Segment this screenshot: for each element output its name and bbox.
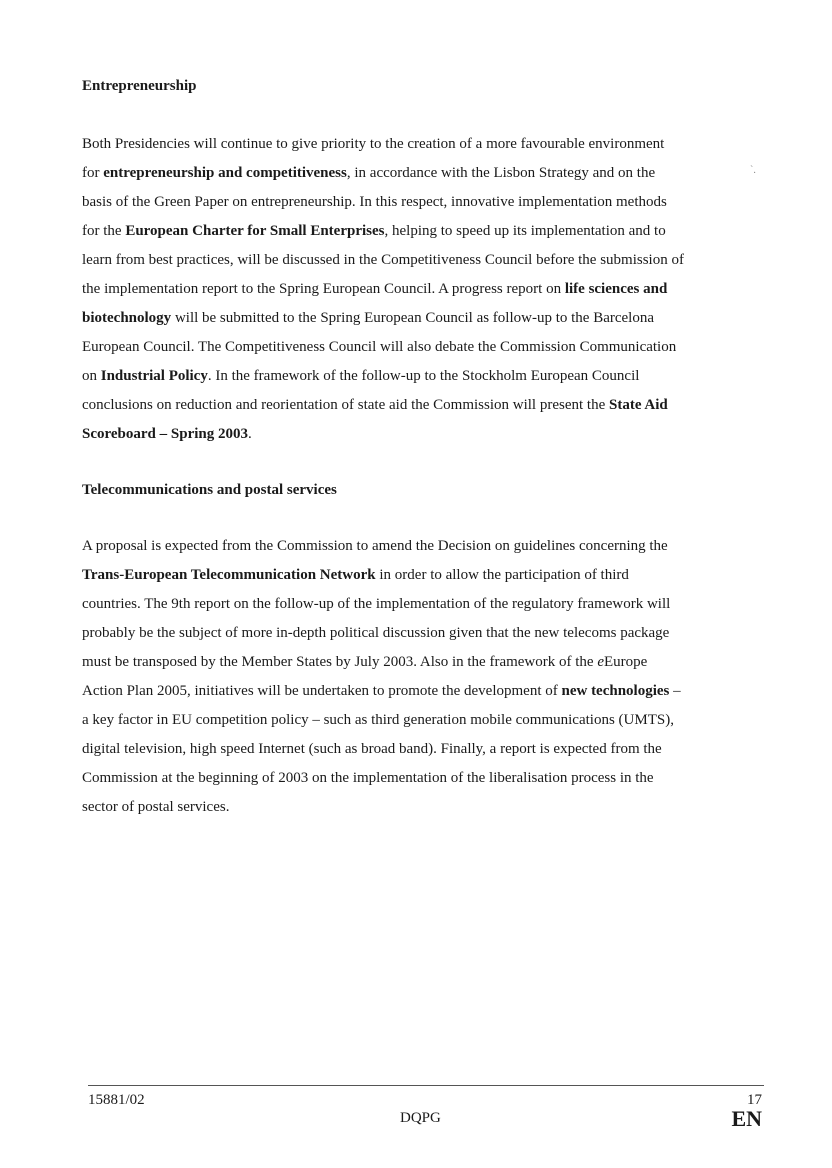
document-reference: 15881/02 [88,1092,145,1108]
text-line [82,391,758,420]
text-run: probably be the subject of more in-depth political discussion given that the new telecoms package [82,625,670,641]
text-run: for [82,165,104,181]
text-run: , in accordance with the Lisbon Strategy and on the [346,165,656,181]
text-line [82,188,758,217]
text-line [82,706,758,735]
italic-text: e [597,654,605,670]
text-line [82,648,758,677]
text-run: will be submitted to the Spring European Council as follow-up to the Barcelona [171,310,655,326]
text-run: A proposal is expected from the Commission to amend the Decision on guidelines concerning the [82,538,668,554]
text-line [82,735,758,764]
bold-term: Scoreboard – Spring 2003 [82,426,248,442]
text-line [82,333,758,362]
bold-term: Industrial Policy [100,368,208,384]
text-run: on [82,368,101,384]
text-line [82,619,758,648]
text-line [82,304,758,333]
scan-mark: `. [750,165,756,176]
text-run: – [669,683,681,699]
text-run: Both Presidencies will continue to give priority to the creation of a more favourable environment [82,136,665,152]
language-code: EN [731,1106,762,1131]
footer-divider [88,1085,764,1086]
text-line [82,217,758,246]
paragraph-entrepreneurship [82,130,758,449]
bold-term: new technologies [561,683,670,699]
text-run: the implementation report to the Spring European Council. A progress report on [82,281,565,297]
text-run: learn from best practices, will be discussed in the Competitiveness Council before the submission of [82,252,684,268]
text-run: basis of the Green Paper on entrepreneurship. In this respect, innovative implementation methods [82,194,667,210]
text-line [82,159,758,188]
bold-term: entrepreneurship and competitiveness [103,165,347,181]
text-line [82,362,758,391]
bold-term: Trans-European Telecommunication Network [82,567,376,583]
text-run: for the [82,223,126,239]
text-line [82,764,758,793]
text-run: . [248,426,252,442]
text-line [82,793,758,822]
text-line [82,246,758,275]
text-run: Europe [604,654,648,670]
text-line [82,677,758,706]
department-code: DQPG [400,1110,441,1126]
text-run: Commission at the beginning of 2003 on the implementation of the liberalisation process in the [82,770,654,786]
paragraph-telecommunications [82,532,758,822]
section-heading-entrepreneurship: Entrepreneurship [82,78,197,94]
text-run: a key factor in EU competition policy – such as third generation mobile communications (UMTS), [82,712,674,728]
text-run: conclusions on reduction and reorientation of state aid the Commission will present the [82,397,609,413]
text-line [82,275,758,304]
page-number: 17 [747,1092,762,1108]
text-run: Action Plan 2005, initiatives will be undertaken to promote the development of [82,683,562,699]
text-run: must be transposed by the Member States by July 2003. Also in the framework of the [82,654,598,670]
text-line [82,130,758,159]
bold-term: State Aid [608,397,668,413]
text-run: countries. The 9th report on the follow-up of the implementation of the regulatory framework will [82,596,671,612]
text-run: European Council. The Competitiveness Council will also debate the Commission Communication [82,339,677,355]
text-line [82,590,758,619]
bold-term: European Charter for Small Enterprises [125,223,385,239]
text-run: in order to allow the participation of third [375,567,629,583]
text-line [82,561,758,590]
section-heading-telecommunications: Telecommunications and postal services [82,482,337,498]
bold-term: life sciences and [564,281,668,297]
text-run: . In the framework of the follow-up to the Stockholm European Council [207,368,640,384]
text-line [82,532,758,561]
text-run: , helping to speed up its implementation and to [384,223,666,239]
bold-term: biotechnology [82,310,172,326]
text-run: digital television, high speed Internet (such as broad band). Finally, a report is expected from the [82,741,662,757]
text-line [82,420,758,449]
text-run: sector of postal services. [82,799,230,815]
